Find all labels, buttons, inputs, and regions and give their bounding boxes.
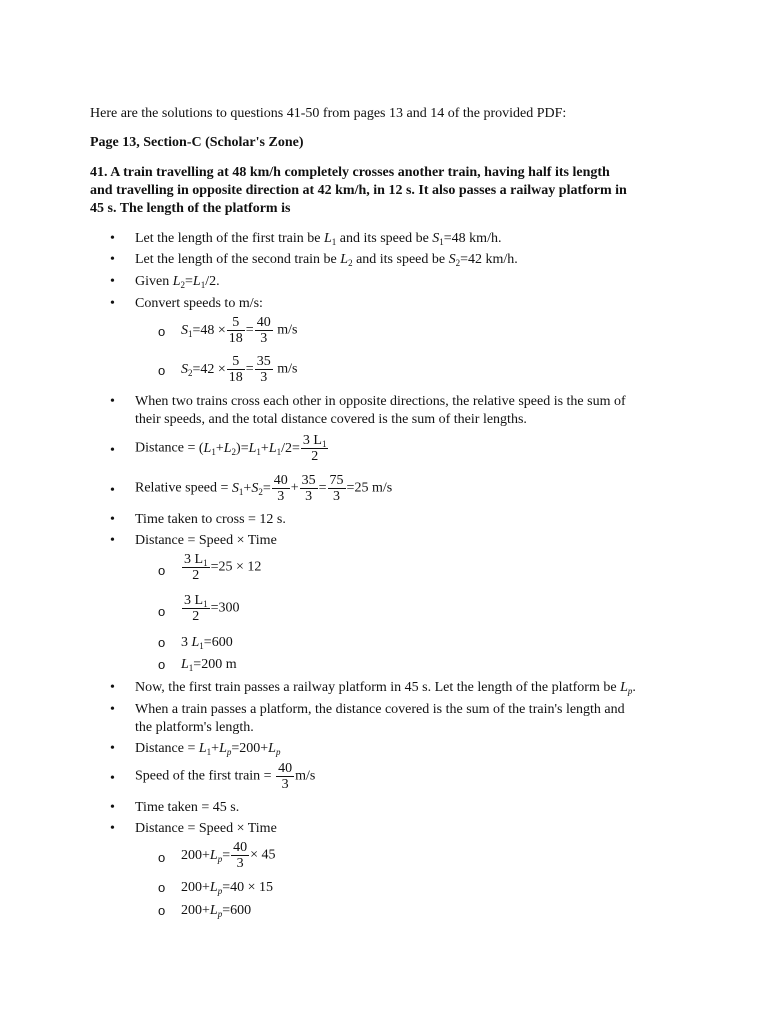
sub-step-2: $S_2=42$ × $\frac{5}{18}$ = $\frac{35}{3}$ m/s [181, 354, 298, 385]
bullet-14-glyph: • [110, 800, 115, 815]
step-10: Now, the first train passes a railway platform in 45 s. Let the length of the platform be $L_p$. [135, 680, 636, 696]
step-13: Speed of the first train = $\frac{40}{3}$ m/s [135, 761, 316, 792]
bullet-4-glyph: • [110, 296, 115, 311]
sub-step-8: $200+L_p=40 \times 15$ [181, 880, 273, 896]
bullet-13-glyph: • [110, 771, 115, 786]
sub-step-1: $S_1=48$ × $\frac{5}{18}$ = $\frac{40}{3}$ m/s [181, 315, 298, 346]
bullet-12-glyph: • [110, 741, 115, 756]
step-3: Given $L_2=L_1/2$. [135, 274, 220, 290]
step-12: Distance = $L_1+L_p=200+L_p$ [135, 741, 281, 757]
step-7: Relative speed = $S_1+S_2=$ $\frac{40}{3}$ + $\frac{35}{3}$ = $\frac{75}{3}$ =25 m/s [135, 473, 393, 504]
sub-bullet-7-glyph: o [158, 850, 166, 865]
bullet-9-glyph: • [110, 533, 115, 548]
bullet-5-glyph: • [110, 394, 115, 409]
step-11-line-1: When a train passes a platform, the distance covered is the sum of the train's length and [135, 702, 625, 717]
step-15: Distance = Speed × Time [135, 821, 277, 836]
step-5-line-1: When two trains cross each other in opposite directions, the relative speed is the sum of [135, 394, 626, 409]
intro-text: Here are the solutions to questions 41-50 from pages 13 and 14 of the provided PDF: [90, 106, 567, 121]
bullet-1-glyph: • [110, 231, 115, 246]
sub-bullet-4-glyph: o [158, 604, 166, 619]
bullet-7-glyph: • [110, 483, 115, 498]
bullet-10-glyph: • [110, 680, 115, 695]
question-line-3: 45 s. The length of the platform is [90, 201, 291, 216]
sub-bullet-3-glyph: o [158, 563, 166, 578]
sub-bullet-1-glyph: o [158, 324, 166, 339]
bullet-2-glyph: • [110, 252, 115, 267]
step-5-line-2: their speeds, and the total distance covered is the sum of their lengths. [135, 412, 527, 427]
sub-bullet-5-glyph: o [158, 635, 166, 650]
section-heading: Page 13, Section-C (Scholar's Zone) [90, 135, 304, 150]
sub-step-5: 3 $L_1=600$ [181, 635, 233, 651]
sub-step-6: $L_1=200$ m [181, 657, 237, 673]
question-line-1: 41. A train travelling at 48 km/h completely crosses another train, having half its length [90, 165, 610, 180]
question-line-2: and travelling in opposite direction at 42 km/h, in 12 s. It also passes a railway platform in [90, 183, 627, 198]
bullet-15-glyph: • [110, 821, 115, 836]
sub-bullet-2-glyph: o [158, 363, 166, 378]
sub-bullet-9-glyph: o [158, 903, 166, 918]
bullet-8-glyph: • [110, 512, 115, 527]
sub-step-7: $200+L_p=$ $\frac{40}{3}$ × 45 [181, 840, 276, 871]
sub-bullet-6-glyph: o [158, 657, 166, 672]
sub-step-4: $\frac{3 L_1}{2}$ =300 [184, 593, 240, 624]
step-6: Distance = $(L_1+L_2)=L_1+L_1/2=$ $\frac{3 L_1}{2}$ [135, 433, 327, 464]
step-2: Let the length of the second train be $L_2$ and its speed be $S_2=42$ km/h. [135, 252, 518, 268]
bullet-3-glyph: • [110, 274, 115, 289]
sub-step-9: $200+L_p=600$ [181, 903, 252, 919]
sub-bullet-8-glyph: o [158, 880, 166, 895]
bullet-6-glyph: • [110, 443, 115, 458]
step-4: Convert speeds to m/s: [135, 296, 263, 311]
step-11-line-2: the platform's length. [135, 720, 254, 735]
step-14: Time taken = 45 s. [135, 800, 240, 815]
step-8: Time taken to cross = 12 s. [135, 512, 286, 527]
bullet-11-glyph: • [110, 702, 115, 717]
step-9: Distance = Speed × Time [135, 533, 277, 548]
step-1: Let the length of the first train be $L_1$ and its speed be $S_1=48$ km/h. [135, 231, 502, 247]
sub-step-3: $\frac{3 L_1}{2}$ =25 × 12 [184, 552, 262, 583]
